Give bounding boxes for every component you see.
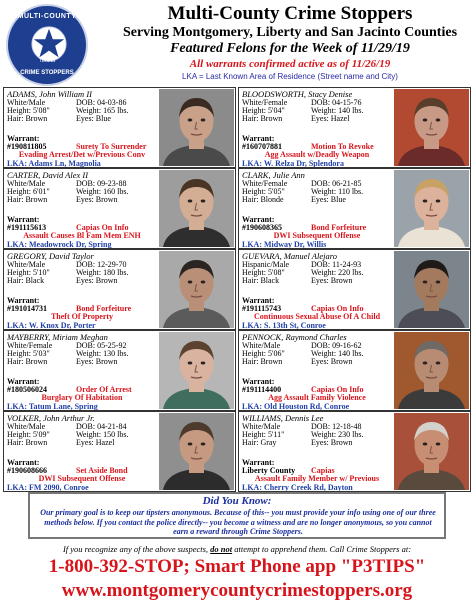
eye-color: Eyes: Brown	[76, 357, 118, 366]
suspect-name: BLOODSWORTH, Stacy Denise	[242, 89, 353, 99]
eye-color: Eyes: Blue	[311, 195, 346, 204]
mugshot-photo	[394, 170, 469, 247]
page-subtitle: Serving Montgomery, Liberty and San Jacinto Counties	[122, 25, 458, 40]
warrant-label: Warrant:	[7, 296, 40, 305]
website-link[interactable]: www.montgomerycountycrimestoppers.org	[61, 580, 413, 601]
suspect-name: WILLIAMS, Dennis Lee	[242, 413, 324, 423]
mugshot-photo	[159, 170, 234, 247]
date-of-birth: DOB: 09-16-62	[311, 341, 362, 350]
charge-primary: Set Aside Bond	[76, 466, 128, 475]
did-you-know-heading: Did You Know:	[202, 495, 272, 507]
height: Height: 5'06"	[242, 349, 285, 358]
lka-note: LKA = Last Known Area of Residence (Street name and City)	[182, 72, 398, 81]
weight: Weight: 220 lbs.	[311, 268, 364, 277]
height: Height: 5'08"	[7, 106, 50, 115]
suspect-card	[238, 87, 471, 168]
date-of-birth: DOB: 12-29-70	[76, 260, 127, 269]
hair-color: Hair: Blonde	[242, 195, 284, 204]
weight: Weight: 160 lbs.	[76, 187, 129, 196]
race-sex: White/Male	[7, 179, 46, 188]
hair-color: Hair: Brown	[7, 114, 48, 123]
suspect-name: CLARK, Julie Ann	[242, 170, 305, 180]
hair-color: Hair: Brown	[242, 357, 283, 366]
hair-color: Hair: Brown	[7, 357, 48, 366]
header	[0, 0, 474, 86]
warrant-label: Warrant:	[7, 377, 40, 386]
warrant-number: #191014731	[7, 304, 47, 313]
tip-phone-line[interactable]: 1-800-392-STOP; Smart Phone app "P3TIPS"	[48, 556, 426, 577]
weight: Weight: 110 lbs.	[311, 187, 364, 196]
page-title: Multi-County Crime Stoppers	[167, 3, 413, 24]
hair-color: Hair: Black	[242, 276, 280, 285]
warrant-number: Liberty County	[242, 466, 296, 475]
date-of-birth: DOB: 06-21-85	[311, 179, 362, 188]
suspect-card	[3, 249, 236, 330]
height: Height: 5'08"	[242, 268, 285, 277]
week-heading: Featured Felons for the Week of 11/29/19	[170, 41, 410, 56]
charge-offense: Assault Family Member w/ Previous	[254, 474, 380, 483]
height: Height: 5'03"	[7, 349, 50, 358]
height: Height: 5'11"	[242, 430, 285, 439]
date-of-birth: DOB: 05-25-92	[76, 341, 127, 350]
last-known-area: LKA: W. Relza Dr, Splendora	[242, 159, 344, 168]
weight: Weight: 230 lbs.	[311, 430, 364, 439]
mugshot-photo	[394, 251, 469, 328]
charge-offense: Continuous Sexual Abuse Of A Child	[253, 312, 381, 321]
last-known-area: LKA: Old Houston Rd, Conroe	[242, 402, 350, 411]
date-of-birth: DOB: 09-23-88	[76, 179, 127, 188]
suspect-name: GUEVARA, Manuel Alejaro	[242, 251, 337, 261]
warrant-label: Warrant:	[242, 377, 275, 386]
suspect-name: PENNOCK, Raymond Charles	[242, 332, 347, 342]
warrant-label: Warrant:	[7, 215, 40, 224]
charge-primary: Capias	[311, 466, 335, 475]
charge-primary: Bond Forfeiture	[311, 223, 367, 232]
mugshot-photo	[394, 332, 469, 409]
charge-offense: Agg Assault w/Deadly Weapon	[264, 150, 370, 159]
weight: Weight: 150 lbs.	[76, 430, 129, 439]
suspect-card	[238, 411, 471, 492]
weight: Weight: 180 lbs.	[76, 268, 129, 277]
charge-offense: DWI Subsequent Offense	[273, 231, 361, 240]
race-sex: White/Male	[242, 422, 281, 431]
footer	[0, 542, 474, 613]
warrant-number: #191114400	[242, 385, 282, 394]
race-sex: White/Male	[242, 341, 281, 350]
eye-color: Eyes: Brown	[311, 357, 353, 366]
race-sex: White/Male	[7, 260, 46, 269]
footer-instructions-emphasis: do not	[210, 544, 233, 554]
mugshot-photo	[159, 251, 234, 328]
charge-offense: Evading Arrest/Det w/Previous Conv	[18, 150, 146, 159]
last-known-area: LKA: Midway Dr, Willis	[242, 240, 327, 249]
height: Height: 6'01"	[7, 187, 50, 196]
charge-offense: Agg Assault Family Violence	[268, 393, 366, 402]
eye-color: Eyes: Brown	[76, 195, 118, 204]
logo-state-text: TEXAS	[38, 58, 56, 64]
warrant-number: #190608365	[242, 223, 282, 232]
mugshot-photo	[394, 89, 469, 166]
date-of-birth: DOB: 04-21-84	[76, 422, 127, 431]
weight: Weight: 165 lbs.	[76, 106, 129, 115]
race-sex: White/Male	[7, 98, 46, 107]
hair-color: Hair: Black	[7, 276, 45, 285]
weight: Weight: 140 lbs.	[311, 349, 364, 358]
weight: Weight: 130 lbs.	[76, 349, 129, 358]
warrant-number: #191115613	[7, 223, 47, 232]
race-sex: Hispanic/Male	[242, 260, 290, 269]
race-sex: White/Female	[242, 98, 288, 107]
suspect-card	[3, 330, 236, 411]
charge-offense: DWI Subsequent Offense	[38, 474, 126, 483]
eye-color: Eyes: Blue	[76, 114, 111, 123]
hair-color: Hair: Brown	[242, 114, 283, 123]
mugshot-photo	[159, 332, 234, 409]
did-you-know-box	[28, 492, 446, 539]
weight: Weight: 140 lbs.	[311, 106, 364, 115]
last-known-area: LKA: W. Knox Dr, Porter	[7, 321, 96, 330]
charge-primary: Capias On Info	[311, 304, 364, 313]
suspect-name: GREGORY, David Taylor	[7, 251, 94, 261]
suspect-card	[238, 249, 471, 330]
warrant-number: #190811805	[7, 142, 47, 151]
charge-primary: Capias On Info	[76, 223, 129, 232]
suspect-name: CARTER, David Alex II	[7, 170, 89, 180]
charge-primary: Order Of Arrest	[76, 385, 132, 394]
mugshot-photo	[159, 89, 234, 166]
warrant-number: #180506024	[7, 385, 47, 394]
last-known-area: LKA: S. 13th St, Conroe	[242, 321, 326, 330]
warrants-note: All warrants confirmed active as of 11/26/19	[189, 58, 391, 70]
warrant-label: Warrant:	[242, 134, 275, 143]
warrant-label: Warrant:	[242, 215, 275, 224]
last-known-area: LKA: Tatum Lane, Spring	[7, 402, 98, 411]
last-known-area: LKA: FM 2090, Conroe	[7, 483, 89, 492]
suspect-card	[3, 411, 236, 492]
charge-offense: Assault Causes Bl Fam Mem ENH	[23, 231, 141, 240]
hair-color: Hair: Gray	[242, 438, 277, 447]
suspect-card	[238, 330, 471, 411]
footer-instructions-start: If you recognize any of the above suspects,	[62, 544, 211, 554]
height: Height: 5'04"	[242, 106, 285, 115]
date-of-birth: DOB: 11-24-93	[311, 260, 362, 269]
last-known-area: LKA: Cherry Creek Rd, Dayton	[242, 483, 353, 492]
charge-primary: Bond Forfeiture	[76, 304, 132, 313]
warrant-number: #190608666	[7, 466, 47, 475]
did-you-know-body: Our primary goal is to keep our tipsters anonymous. Because of this-- you must provide your info using one of our three methods below. If you contact the police directly-- you become a witness and are no longer anonymous, so you cannot earn a reward through Crime Stoppers.	[40, 508, 436, 536]
charge-primary: Capias On Info	[311, 385, 364, 394]
suspect-name: VOLKER, John Arthur Jr.	[7, 413, 95, 423]
logo-bottom-text: CRIME STOPPERS	[20, 70, 74, 76]
suspect-card	[3, 87, 236, 168]
crime-stoppers-logo	[6, 4, 88, 86]
footer-instructions	[0, 544, 474, 554]
warrant-number: #191115743	[242, 304, 282, 313]
footer-instructions-end: attempt to apprehend them. Call Crime Stoppers at:	[232, 544, 412, 554]
suspect-card	[238, 168, 471, 249]
eye-color: Eyes: Brown	[311, 276, 353, 285]
height: Height: 5'09"	[7, 430, 50, 439]
date-of-birth: DOB: 04-03-86	[76, 98, 127, 107]
mugshot-photo	[159, 413, 234, 490]
race-sex: White/Female	[7, 341, 53, 350]
charge-primary: Motion To Revoke	[311, 142, 374, 151]
warrant-label: Warrant:	[7, 458, 40, 467]
race-sex: White/Male	[7, 422, 46, 431]
date-of-birth: DOB: 04-15-76	[311, 98, 362, 107]
hair-color: Hair: Brown	[7, 195, 48, 204]
charge-primary: Surety To Surrender	[76, 142, 147, 151]
date-of-birth: DOB: 12-18-48	[311, 422, 362, 431]
mugshot-photo	[394, 413, 469, 490]
eye-color: Eyes: Hazel	[311, 114, 350, 123]
warrant-label: Warrant:	[242, 458, 275, 467]
logo-top-text: MULTI-COUNTY	[17, 13, 77, 20]
warrant-label: Warrant:	[7, 134, 40, 143]
race-sex: White/Female	[242, 179, 288, 188]
eye-color: Eyes: Brown	[311, 438, 353, 447]
height: Height: 5'10"	[7, 268, 50, 277]
last-known-area: LKA: Meadowrock Dr, Spring	[7, 240, 112, 249]
charge-offense: Theft Of Property	[50, 312, 114, 321]
suspect-name: MAYBERRY, Miriam Meghan	[7, 332, 108, 342]
charge-offense: Burglary Of Habitation	[41, 393, 123, 402]
height: Height: 5'05"	[242, 187, 285, 196]
last-known-area: LKA: Adams Ln, Magnolia	[7, 159, 101, 168]
eye-color: Eyes: Hazel	[76, 438, 115, 447]
warrant-number: #160707881	[242, 142, 282, 151]
hair-color: Hair: Brown	[7, 438, 48, 447]
warrant-label: Warrant:	[242, 296, 275, 305]
eye-color: Eyes: Brown	[76, 276, 118, 285]
suspect-card	[3, 168, 236, 249]
suspect-name: ADAMS, John William II	[7, 89, 92, 99]
